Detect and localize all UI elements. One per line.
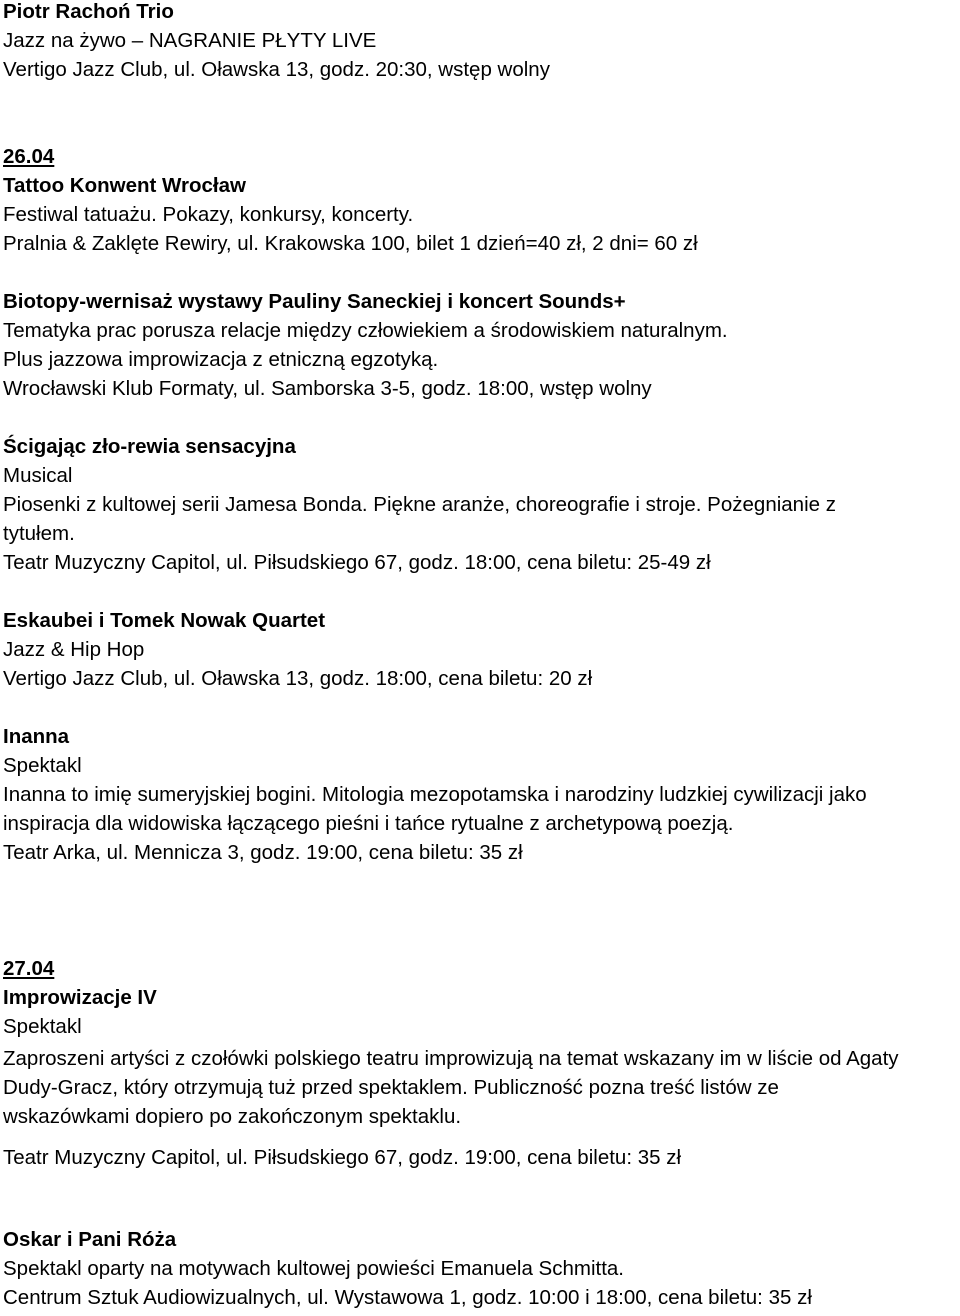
event-title: Biotopy-wernisaż wystawy Pauliny Saneckiej i koncert Sounds+: [3, 290, 626, 313]
event-description: Festiwal tatuażu. Pokazy, konkursy, koncerty.: [3, 203, 414, 226]
event-type: Jazz & Hip Hop: [3, 638, 145, 661]
date-heading: 27.04: [3, 957, 55, 980]
event-description: Piosenki z kultowej serii Jamesa Bonda. Piękne aranże, choreografie i stroje. Pożegnianie z: [3, 493, 836, 516]
event-description: Spektakl oparty na motywach kultowej powieści Emanuela Schmitta.: [3, 1257, 624, 1280]
event-title: Oskar i Pani Róża: [3, 1228, 177, 1251]
event-title: Eskaubei i Tomek Nowak Quartet: [3, 609, 326, 632]
event-title: Inanna: [3, 725, 70, 748]
event-venue: Pralnia & Zaklęte Rewiry, ul. Krakowska 100, bilet 1 dzień=40 zł, 2 dni= 60 zł: [3, 232, 698, 255]
event-subtitle: Jazz na żywo – NAGRANIE PŁYTY LIVE: [3, 29, 377, 52]
event-venue: Vertigo Jazz Club, ul. Oławska 13, godz. 18:00, cena biletu: 20 zł: [3, 667, 593, 690]
event-description: Inanna to imię sumeryjskiej bogini. Mitologia mezopotamska i narodziny ludzkiej cywilizacji jako: [3, 783, 867, 806]
event-description: Dudy-Gracz, który otrzymują tuż przed spektaklem. Publiczność pozna treść listów ze: [3, 1076, 779, 1099]
event-description: Zaproszeni artyści z czołówki polskiego teatru improwizują na temat wskazany im w liście od Agaty: [3, 1047, 899, 1070]
event-description: Plus jazzowa improwizacja z etniczną egzotyką.: [3, 348, 439, 371]
event-title: Improwizacje IV: [3, 986, 157, 1009]
event-type: Spektakl: [3, 1015, 82, 1038]
event-title: Tattoo Konwent Wrocław: [3, 174, 246, 197]
event-venue: Wrocławski Klub Formaty, ul. Samborska 3-5, godz. 18:00, wstęp wolny: [3, 377, 652, 400]
event-type: Musical: [3, 464, 73, 487]
event-venue: Vertigo Jazz Club, ul. Oławska 13, godz. 20:30, wstęp wolny: [3, 58, 550, 81]
event-description: Tematyka prac porusza relacje między człowiekiem a środowiskiem naturalnym.: [3, 319, 728, 342]
event-venue: Centrum Sztuk Audiowizualnych, ul. Wystawowa 1, godz. 10:00 i 18:00, cena biletu: 35 zł: [3, 1286, 812, 1309]
event-title: Piotr Rachoń Trio: [3, 0, 174, 23]
event-venue: Teatr Muzyczny Capitol, ul. Piłsudskiego 67, godz. 18:00, cena biletu: 25-49 zł: [3, 551, 711, 574]
event-description: wskazówkami dopiero po zakończonym spektaklu.: [3, 1105, 462, 1128]
event-description: tytułem.: [3, 522, 75, 545]
event-title: Ścigając zło-rewia sensacyjna: [3, 435, 296, 458]
event-type: Spektakl: [3, 754, 82, 777]
event-venue: Teatr Muzyczny Capitol, ul. Piłsudskiego 67, godz. 19:00, cena biletu: 35 zł: [3, 1146, 682, 1169]
event-description: inspiracja dla widowiska łączącego pieśni i tańce rytualne z archetypową poezją.: [3, 812, 734, 835]
event-venue: Teatr Arka, ul. Mennicza 3, godz. 19:00, cena biletu: 35 zł: [3, 841, 523, 864]
date-heading: 26.04: [3, 145, 55, 168]
